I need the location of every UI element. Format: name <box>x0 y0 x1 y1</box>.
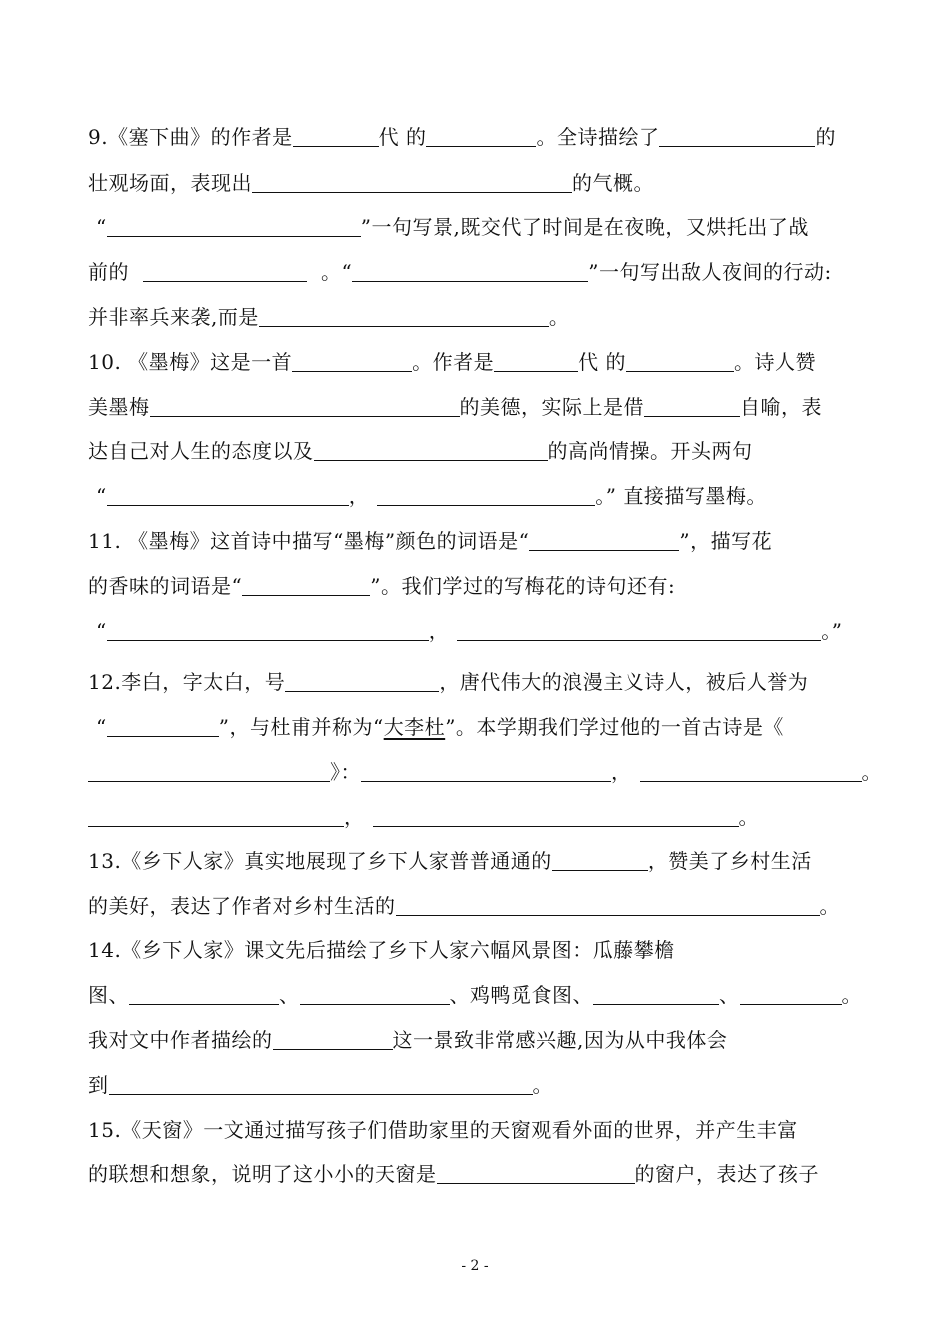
answer-blank[interactable] <box>352 259 588 282</box>
answer-blank[interactable] <box>107 714 219 737</box>
q9-text: 代 的 <box>378 125 427 149</box>
q12-text: 。 <box>861 760 882 784</box>
q10-text: 自喻，表 <box>740 395 822 419</box>
answer-blank[interactable] <box>373 804 739 827</box>
q10-text: 。诗人赞 <box>734 350 817 374</box>
q13-line-2 <box>88 891 864 921</box>
q9-text: 。“ <box>321 260 353 284</box>
q9-text: 的气概。 <box>572 171 654 195</box>
answer-blank[interactable] <box>529 528 679 551</box>
q13-text: ，赞美了乡村生活 <box>647 849 812 873</box>
answer-blank[interactable] <box>88 759 330 782</box>
answer-blank[interactable] <box>396 893 820 916</box>
answer-blank[interactable] <box>107 618 429 641</box>
answer-blank[interactable] <box>314 438 548 461</box>
q10-text: 代 的 <box>578 350 627 374</box>
answer-blank[interactable] <box>552 848 648 871</box>
q14-text: 到 <box>88 1073 109 1097</box>
q14-text: 14.《乡下人家》课文先后描绘了乡下人家六幅风景图：瓜藤攀檐 <box>88 938 675 962</box>
q14-text: 。 <box>841 983 862 1007</box>
q10-line-1 <box>88 347 864 377</box>
q14-text: 我对文中作者描绘的 <box>88 1028 273 1052</box>
q10-text: 。” 直接描写墨梅。 <box>595 484 767 508</box>
q11-text: 的香味的词语是“ <box>88 574 243 598</box>
q14-line-2 <box>88 980 864 1010</box>
q12-text: ”，与杜甫并称为“ <box>218 715 384 739</box>
q11-text: 。” <box>821 619 843 643</box>
answer-blank[interactable] <box>150 394 460 417</box>
q14-text: 这一景致非常感兴趣,因为从中我体会 <box>392 1028 728 1052</box>
q9-text: 并非率兵来袭,而是 <box>88 305 259 329</box>
q9-line-3 <box>88 212 864 242</box>
q10-line-3 <box>88 436 864 466</box>
q10-text: 达自己对人生的态度以及 <box>88 439 314 463</box>
q10-text: “ <box>96 484 107 508</box>
q12-text: “ <box>96 715 107 739</box>
q11-line-3 <box>88 616 864 646</box>
q15-text: 15.《天窗》一文通过描写孩子们借助家里的天窗观看外面的世界，并产生丰富 <box>88 1118 798 1142</box>
q9-text: ”一句写出敌人夜间的行动: <box>588 260 832 284</box>
answer-blank[interactable] <box>129 982 279 1005</box>
q12-text: ，唐代伟大的浪漫主义诗人，被后人誉为 <box>439 670 809 694</box>
q9-line-2 <box>88 168 864 198</box>
da-li-du-underlined: 大李杜 <box>383 715 446 739</box>
q9-line-5 <box>88 302 864 332</box>
q13-text: 。 <box>819 894 840 918</box>
q14-text: 、鸡鸭觅食图、 <box>449 983 593 1007</box>
q10-text: 的美德，实际上是借 <box>459 395 644 419</box>
answer-blank[interactable] <box>640 759 862 782</box>
q9-text: “ <box>96 215 107 239</box>
q12-text: 》： <box>330 760 361 784</box>
q13-text: 的美好，表达了作者对乡村生活的 <box>88 894 396 918</box>
q12-text: 12.李白，字太白，号 <box>88 670 286 694</box>
answer-blank[interactable] <box>285 669 439 692</box>
q12-text: ”。本学期我们学过他的一首古诗是《 <box>445 715 784 739</box>
answer-blank[interactable] <box>292 349 412 372</box>
q9-text: 壮观场面，表现出 <box>88 171 252 195</box>
q9-text: 。全诗描绘了 <box>536 125 660 149</box>
q14-text: 图、 <box>88 983 129 1007</box>
answer-blank[interactable] <box>457 618 821 641</box>
q12-text: ， <box>611 760 632 784</box>
answer-blank[interactable] <box>593 982 719 1005</box>
q9-line-4 <box>88 257 864 287</box>
q9-text: 9.《塞下曲》的作者是 <box>88 125 293 149</box>
answer-blank[interactable] <box>107 483 349 506</box>
answer-blank[interactable] <box>242 573 370 596</box>
q10-line-4 <box>88 481 864 511</box>
answer-blank[interactable] <box>109 1072 533 1095</box>
answer-blank[interactable] <box>361 759 611 782</box>
q14-text: 。 <box>532 1073 553 1097</box>
answer-blank[interactable] <box>644 394 740 417</box>
q9-text: 前的 <box>88 260 129 284</box>
q10-text: 的高尚情操。开头两句 <box>547 439 753 463</box>
answer-blank[interactable] <box>300 982 450 1005</box>
answer-blank[interactable] <box>107 214 361 237</box>
answer-blank[interactable] <box>273 1027 393 1050</box>
q11-text: ”，描写花 <box>679 529 773 553</box>
q14-text: 、 <box>279 983 300 1007</box>
q12-text: ， <box>344 805 365 829</box>
q12-line-3 <box>88 757 882 787</box>
q11-text: 11. 《墨梅》这首诗中描写“墨梅”颜色的词语是“ <box>88 529 530 553</box>
q10-text: 10. 《墨梅》这是一首 <box>88 350 293 374</box>
q10-line-2 <box>88 392 864 422</box>
q12-line-2 <box>88 712 864 742</box>
q15-text: 的联想和想象，说明了这小小的天窗是 <box>88 1162 437 1186</box>
answer-blank[interactable] <box>426 124 536 147</box>
q10-text: 。作者是 <box>412 350 495 374</box>
q12-text: 。 <box>738 805 759 829</box>
q15-line-2 <box>88 1159 864 1189</box>
q10-text: 美墨梅 <box>88 395 150 419</box>
q10-text: ， <box>348 484 370 508</box>
answer-blank[interactable] <box>626 349 734 372</box>
q14-line-1 <box>88 935 864 965</box>
q11-text: ， <box>428 619 450 643</box>
answer-blank[interactable] <box>259 304 549 327</box>
answer-blank[interactable] <box>437 1161 635 1184</box>
answer-blank[interactable] <box>659 124 815 147</box>
q9-text: ”一句写景,既交代了时间是在夜晚，又烘托出了战 <box>360 215 809 239</box>
answer-blank[interactable] <box>143 259 307 282</box>
answer-blank[interactable] <box>252 170 572 193</box>
q11-line-1 <box>88 526 864 556</box>
q14-text: 、 <box>719 983 740 1007</box>
q13-line-1 <box>88 846 864 876</box>
answer-blank[interactable] <box>88 804 344 827</box>
q9-line-1 <box>88 122 864 152</box>
q12-line-1 <box>88 667 864 697</box>
q12-line-4 <box>88 802 864 832</box>
page-number: - 2 - <box>461 1258 489 1274</box>
q9-text: 的 <box>815 125 836 149</box>
q11-text: ”。我们学过的写梅花的诗句还有: <box>370 574 676 598</box>
q13-text: 13.《乡下人家》真实地展现了乡下人家普普通通的 <box>88 849 552 873</box>
q15-text: 的窗户，表达了孩子 <box>634 1162 819 1186</box>
answer-blank[interactable] <box>740 982 842 1005</box>
q14-line-3 <box>88 1025 864 1055</box>
q9-text: 。 <box>548 305 570 329</box>
q11-line-2 <box>88 571 864 601</box>
q11-text: “ <box>96 619 107 643</box>
q15-line-1 <box>88 1115 864 1145</box>
answer-blank[interactable] <box>293 124 379 147</box>
answer-blank[interactable] <box>377 483 595 506</box>
answer-blank[interactable] <box>494 349 578 372</box>
q14-line-4 <box>88 1070 864 1100</box>
